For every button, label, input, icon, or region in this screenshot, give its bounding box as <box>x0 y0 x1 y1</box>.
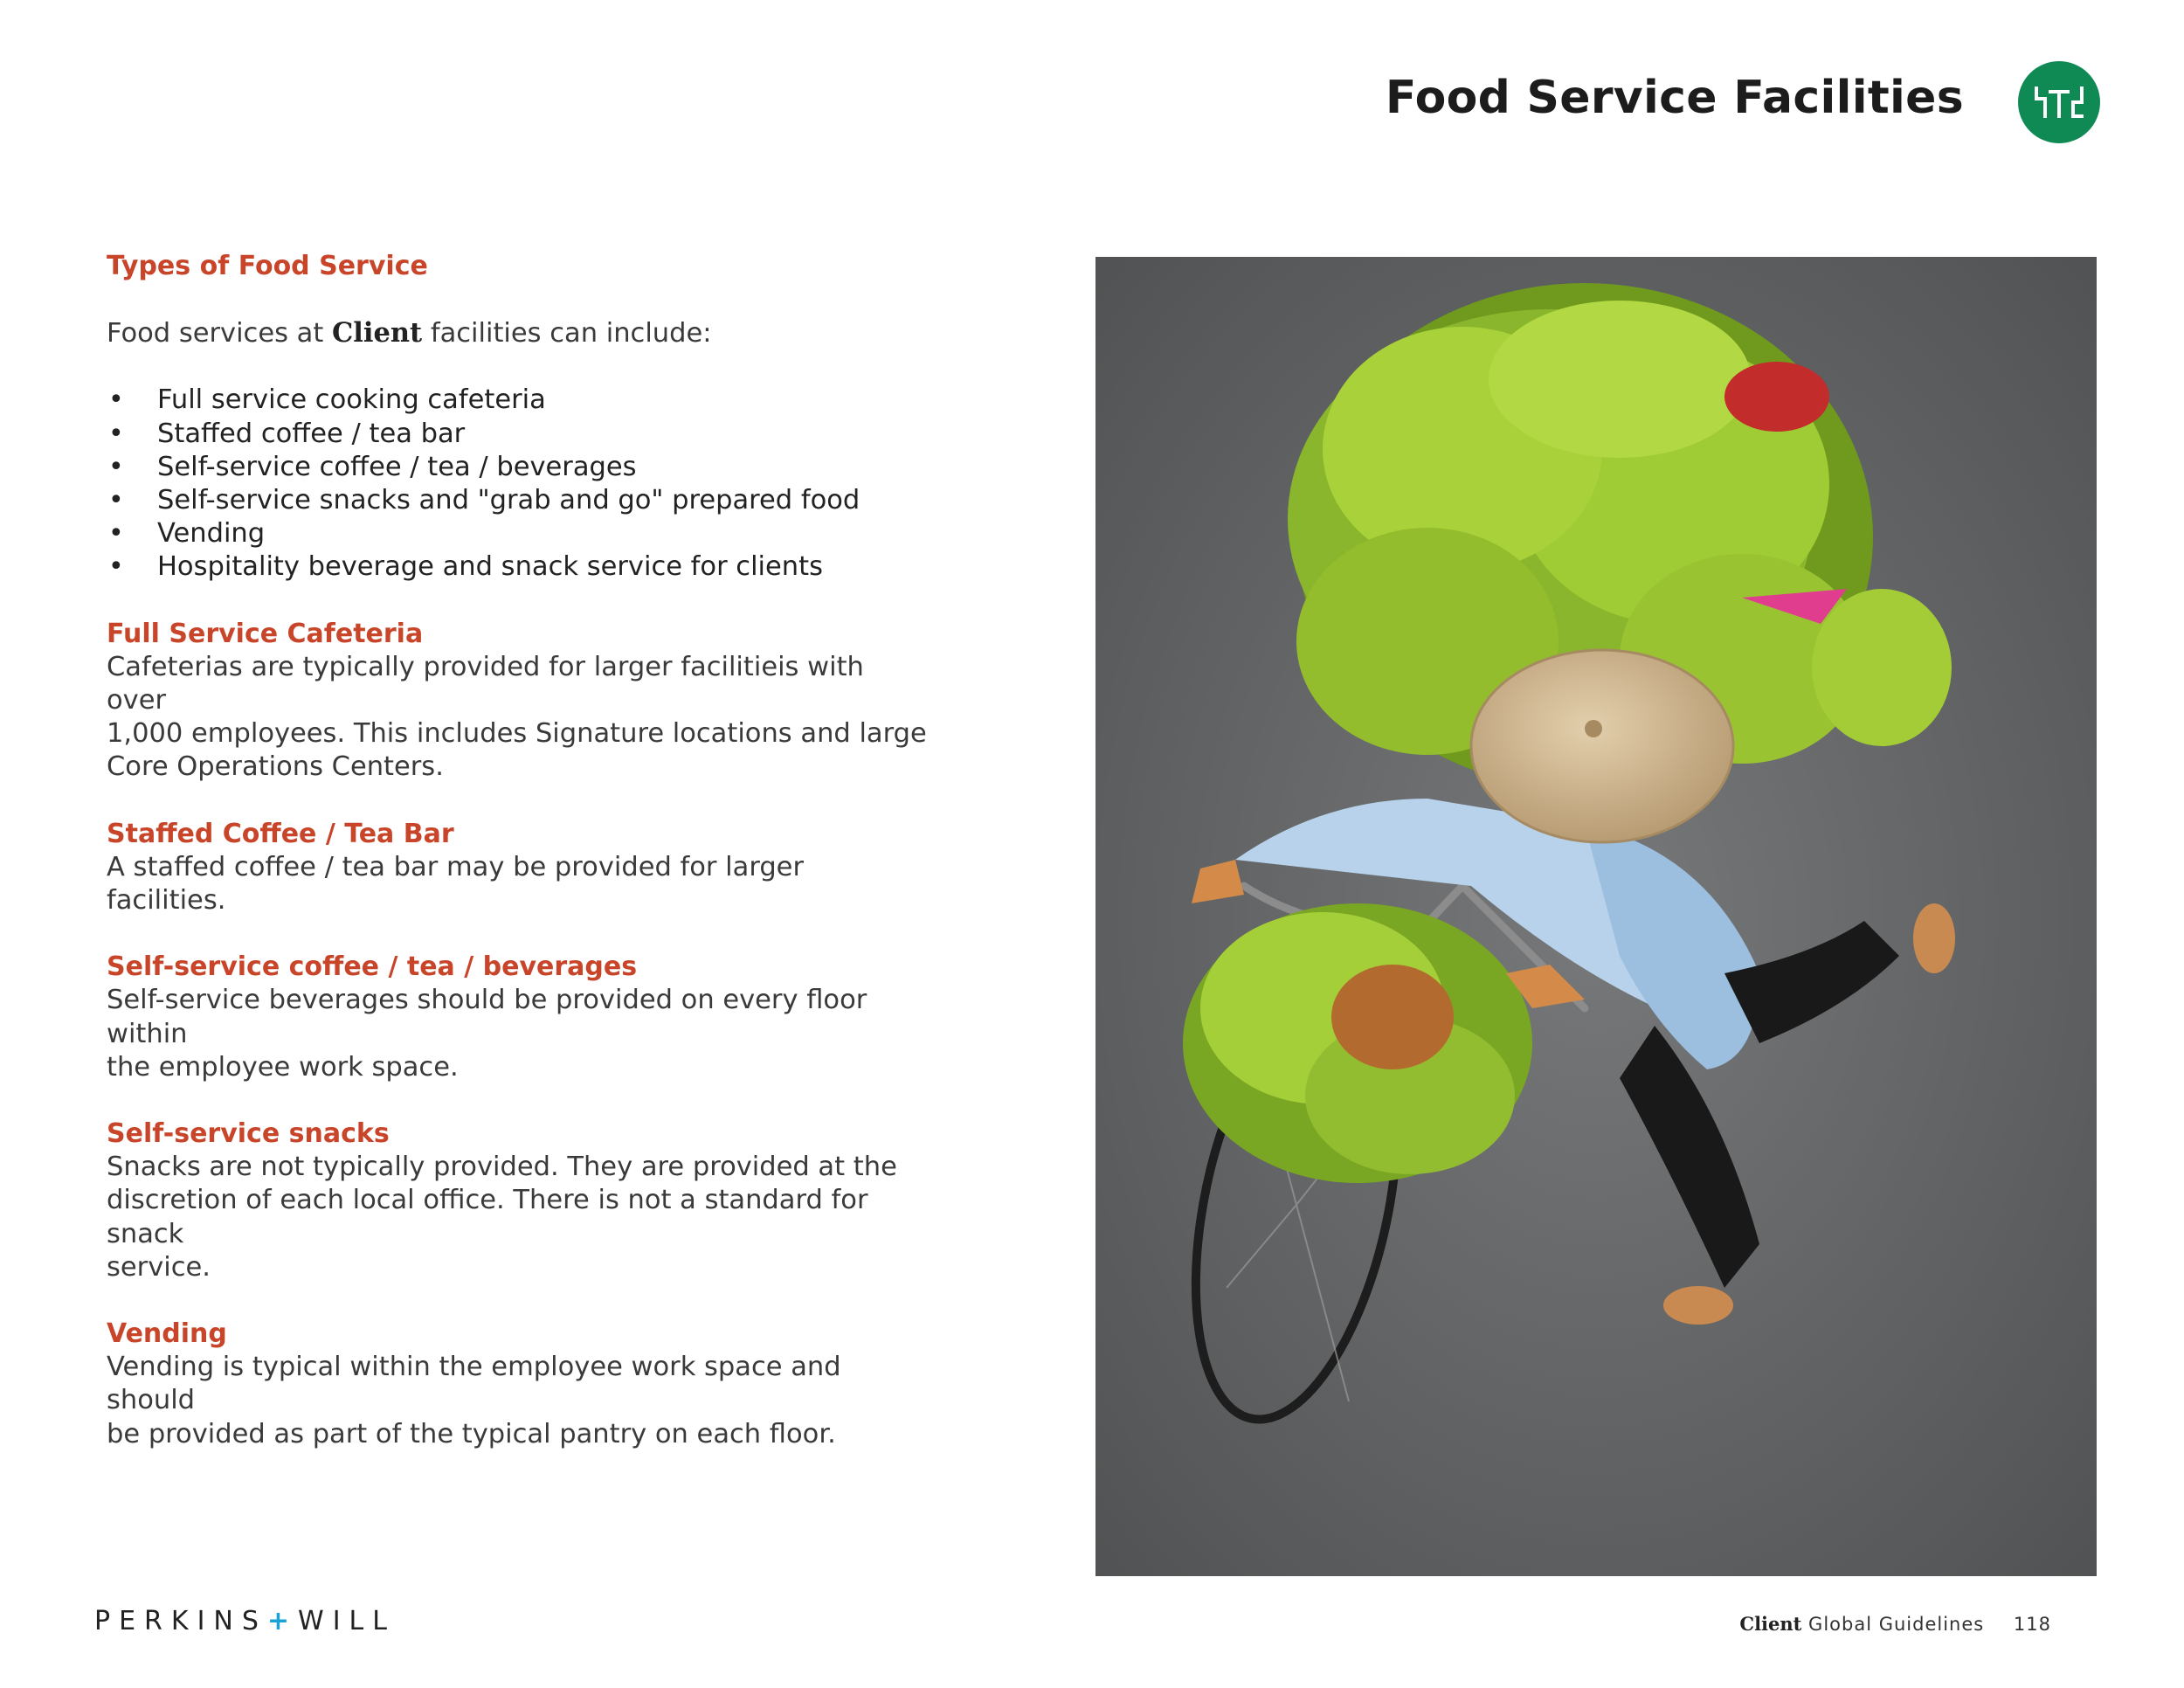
section-self-service-snacks <box>107 1117 928 1284</box>
section-heading: Vending <box>107 1318 227 1350</box>
bullet-icon: • <box>108 451 124 482</box>
footer-client-name: Client <box>1739 1613 1802 1635</box>
section-line: Snacks are not typically provided. They are provided at the <box>107 1152 897 1183</box>
front-bananas <box>1183 903 1532 1183</box>
page-title: Food Service Facilities <box>1385 72 1964 124</box>
list-item-text: Self-service snacks and "grab and go" prepared food <box>157 485 860 516</box>
section-staffed-coffee <box>107 818 928 918</box>
section-vending <box>107 1318 928 1451</box>
bullet-icon: • <box>108 384 124 416</box>
list-item <box>107 418 928 451</box>
page-number: 118 <box>2013 1614 2051 1635</box>
list-item <box>107 384 928 417</box>
section-heading: Self-service snacks <box>107 1118 390 1150</box>
section-heading: Staffed Coffee / Tea Bar <box>107 818 454 849</box>
types-heading: Types of Food Service <box>107 251 428 281</box>
content-column <box>107 250 928 1451</box>
bullet-icon: • <box>108 518 124 550</box>
section-line: A staffed coffee / tea bar may be provided for larger facilities. <box>107 851 804 917</box>
list-item <box>107 517 928 550</box>
list-item <box>107 550 928 584</box>
section-line: service. <box>107 1251 211 1283</box>
bullet-icon: • <box>108 551 124 583</box>
banana-bicycle-photo <box>1095 257 2097 1576</box>
section-line: Vending is typical within the employee work space and should <box>107 1352 841 1416</box>
bullet-icon: • <box>108 418 124 449</box>
section-line: 1,000 employees. This includes Signature locations and large <box>107 718 927 750</box>
section-heading: Full Service Cafeteria <box>107 618 424 649</box>
section-line: be provided as part of the typical pantry on each floor. <box>107 1418 836 1449</box>
ltl-monogram-glyph <box>2031 85 2087 120</box>
client-name: Client <box>332 317 423 349</box>
logo-left-text: PERKINS <box>94 1606 267 1636</box>
section-line: discretion of each local office. There is not a standard for snack <box>107 1185 868 1249</box>
section-self-service-beverages <box>107 951 928 1084</box>
section-line: Core Operations Centers. <box>107 751 444 783</box>
section-line: Cafeterias are typically provided for larger facilitieis with over <box>107 651 864 716</box>
perkins-will-logo <box>94 1606 396 1636</box>
intro-text <box>107 316 928 350</box>
intro-suffix: facilities can include: <box>430 318 712 349</box>
section-full-service-cafeteria <box>107 618 928 785</box>
photo-illustration <box>1095 257 2097 1576</box>
service-type-list <box>107 384 928 584</box>
list-item <box>107 484 928 517</box>
list-item-text: Self-service coffee / tea / beverages <box>157 451 637 482</box>
logo-right-text: WILL <box>298 1606 396 1636</box>
list-item-text: Hospitality beverage and snack service for clients <box>157 551 823 583</box>
footer-guidelines-text: Global Guidelines <box>1808 1614 1985 1635</box>
section-line: the employee work space. <box>107 1051 459 1083</box>
bullet-icon: • <box>108 485 124 516</box>
list-item <box>107 451 928 484</box>
footer-guidelines <box>1739 1613 2051 1635</box>
list-item-text: Full service cooking cafeteria <box>157 384 546 416</box>
section-heading: Self-service coffee / tea / beverages <box>107 951 638 983</box>
list-item-text: Vending <box>157 518 266 550</box>
list-item-text: Staffed coffee / tea bar <box>157 418 466 449</box>
section-line: Self-service beverages should be provided on every floor within <box>107 985 867 1049</box>
ltl-monogram-icon <box>2018 61 2100 143</box>
logo-plus: + <box>266 1606 299 1636</box>
intro-prefix: Food services at <box>107 318 324 349</box>
